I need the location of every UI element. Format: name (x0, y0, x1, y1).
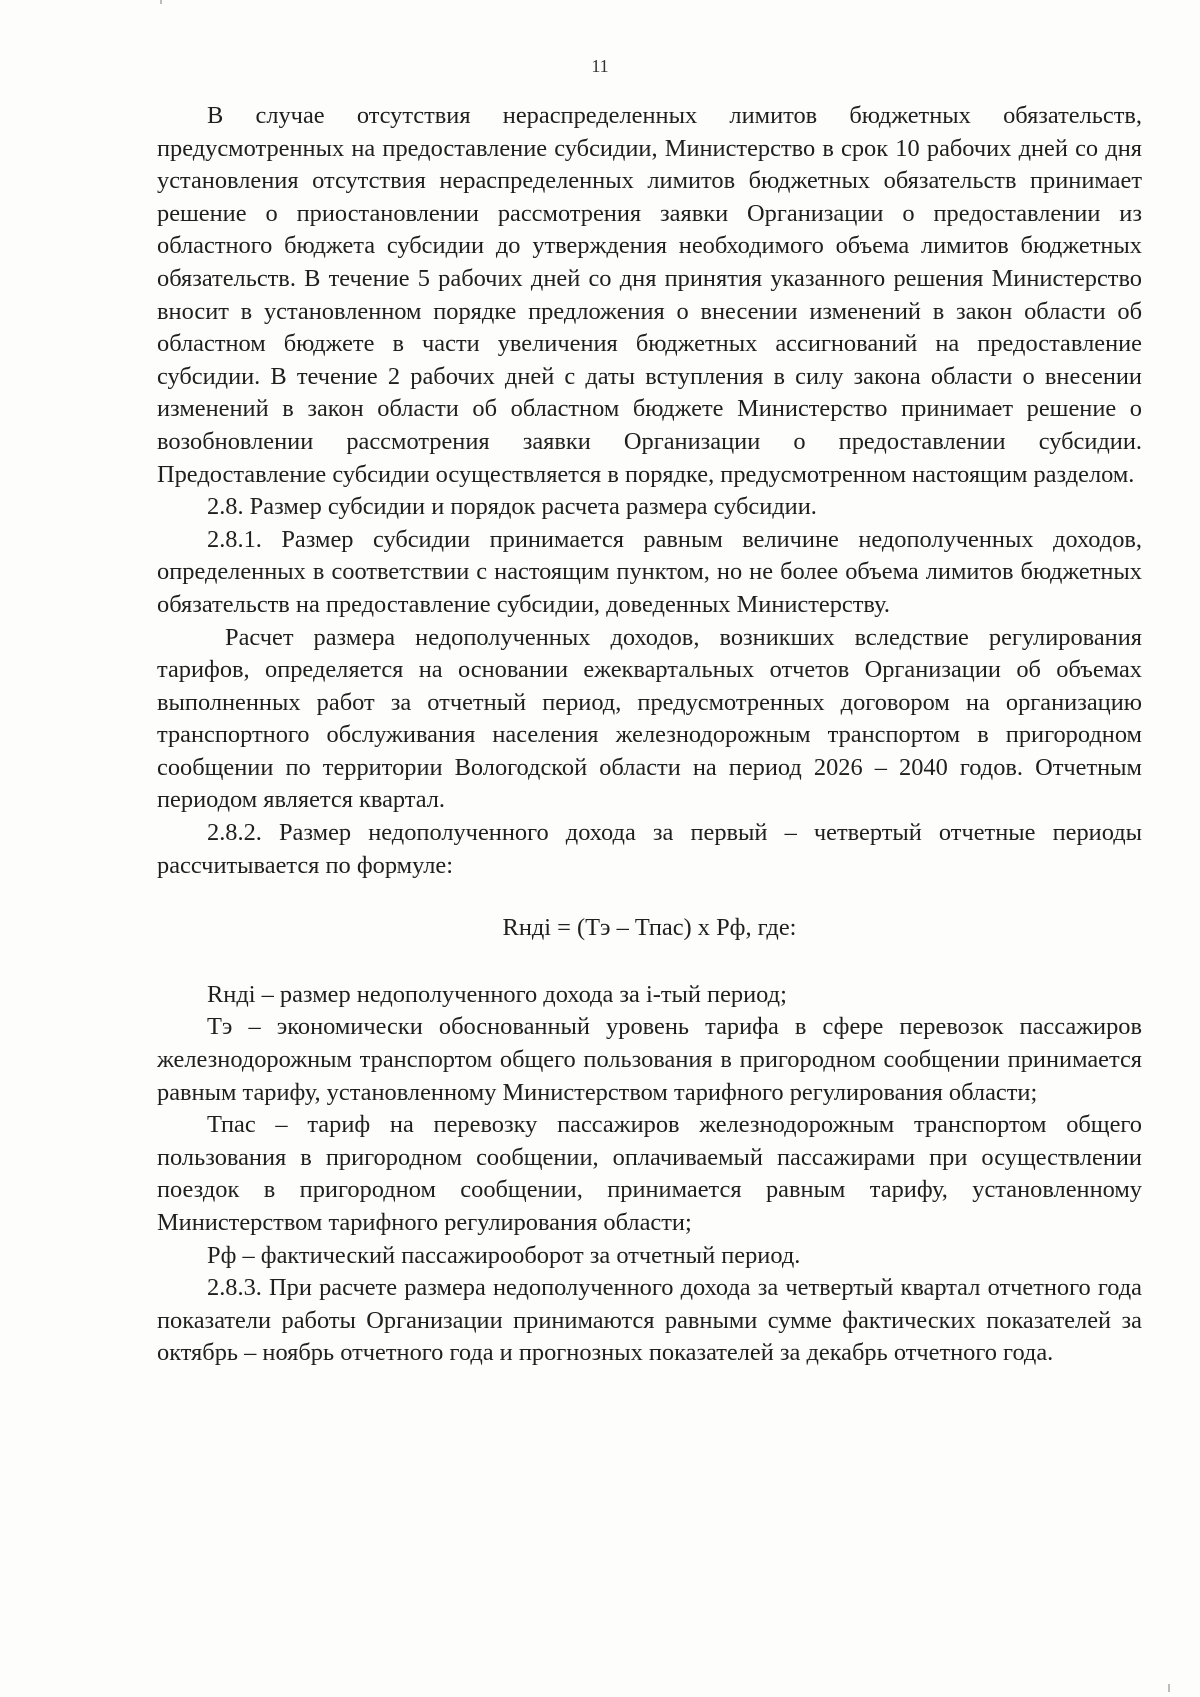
page-number: 11 (591, 56, 609, 76)
paragraph-calculation: Расчет размера недополученных доходов, возникших вследствие регулирования тарифов, определяется на основании ежеквартальных отчетов Организации об объемах выполненных работ за отчетный период, предусмотренных договором на организацию транспортного обслуживания населения железнодорожным транспортом в пригородном сообщении по территории Вологодской области на период 2026 – 2040 годов. Отчетным периодом является квартал. (157, 623, 1142, 814)
paragraph-2-8-3: 2.8.3. При расчете размера недополученного дохода за четвертый квартал отчетного года показатели работы Организации принимаются равными сумме фактических показателей за октябрь – ноябрь отчетного года и прогнозных показателей за декабрь отчетного года. (157, 1274, 1142, 1367)
definition-rf: Рф – фактический пассажирооборот за отчетный период. (207, 1241, 801, 1269)
definition-te: Тэ – экономически обоснованный уровень тарифа в сфере перевозок пассажиров железнодорожным транспортом общего пользования в пригородном сообщении принимается равным тарифу, установленному Министерством тарифного регулирования области; (157, 1013, 1142, 1106)
definition-tpas: Тпас – тариф на перевозку пассажиров железнодорожным транспортом общего пользования в пригородном сообщении, оплачиваемый пассажирами при осуществлении поездок в пригородном сообщении, принимается равным тарифу, установленному Министерством тарифного регулирования области; (157, 1111, 1142, 1236)
scan-mark-bottom-right (1168, 1684, 1170, 1692)
paragraph-2-8-1: 2.8.1. Размер субсидии принимается равным величине недополученных доходов, определенных в соответствии с настоящим пунктом, но не более объема лимитов бюджетных обязательств на предоставление субсидии, доведенных Министерству. (157, 525, 1142, 618)
document-body (157, 100, 1142, 1370)
paragraph-limits: В случае отсутствия нераспределенных лимитов бюджетных обязательств, предусмотренных на предоставление субсидии, Министерство в срок 10 рабочих дней со дня установления отсутствия нераспределенных лимитов бюджетных обязательств принимает решение о приостановлении рассмотрения заявки Организации о предоставлении из областного бюджета субсидии до утверждения необходимого объема лимитов бюджетных обязательств. В течение 5 рабочих дней со дня принятия указанного решения Министерство вносит в установленном порядке предложения о внесении изменений в закон области об областном бюджете в части увеличения бюджетных ассигнований на предоставление субсидии. В течение 2 рабочих дней с даты вступления в силу закона области о внесении изменений в закон области об областном бюджете Министерство принимает решение о возобновлении рассмотрения заявки Организации о предоставлении субсидии. Предоставление субсидии осуществляется в порядке, предусмотренном настоящим разделом. (157, 102, 1142, 488)
definition-rnd: Rндi – размер недополученного дохода за i-тый период; (207, 980, 787, 1008)
scan-mark-top (160, 0, 162, 4)
section-heading-2-8: 2.8. Размер субсидии и порядок расчета размера субсидии. (207, 493, 817, 521)
paragraph-2-8-2: 2.8.2. Размер недополученного дохода за первый – четвертый отчетные периоды рассчитывается по формуле: (157, 819, 1142, 879)
formula: Rндi = (Тэ – Тпас) х Рф, где: (502, 914, 797, 942)
